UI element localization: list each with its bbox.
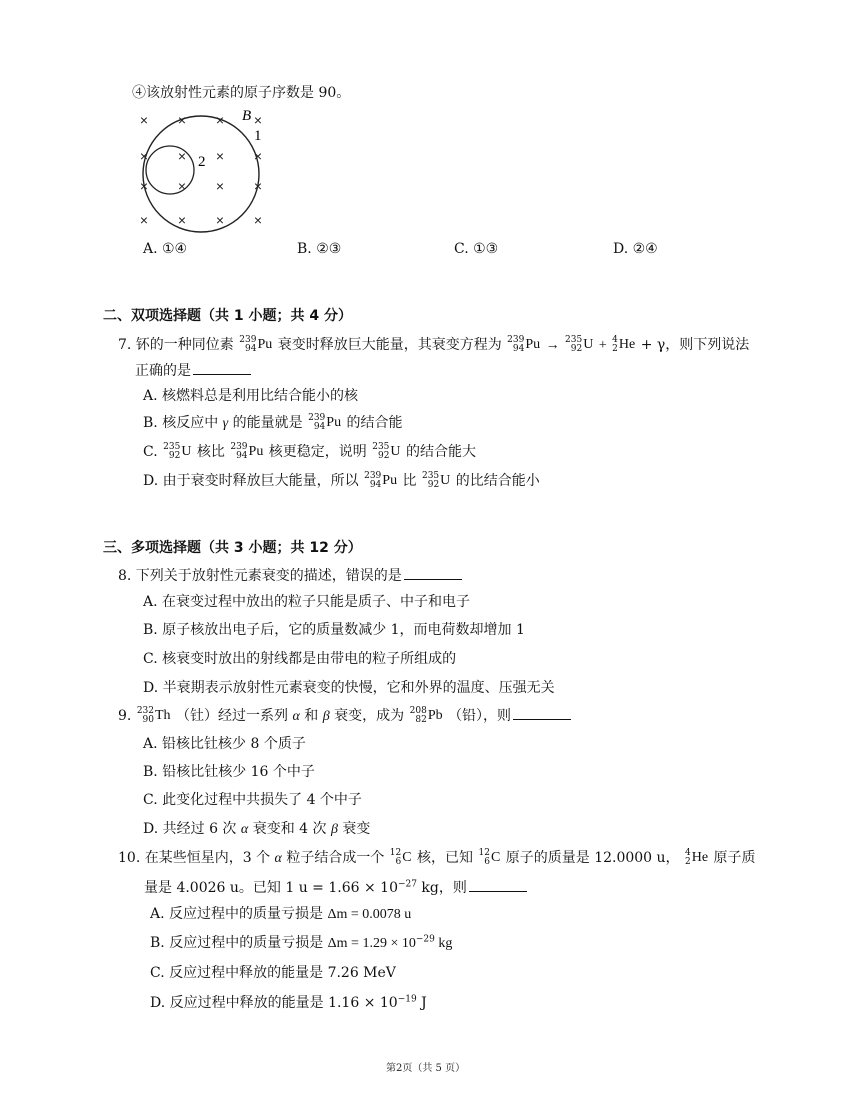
q7-option-a: A. 核燃料总是利用比结合能小的核 <box>143 388 359 404</box>
field-x-mark: × <box>253 178 263 194</box>
nuclide-pu239: 239 94 Pu <box>239 335 273 354</box>
answer-blank <box>469 879 527 892</box>
q10-stem-line1: 10. 在某些恒星内，3 个 α 粒子结合成一个 12 6 C 核，已知 12 6 C 原子的质量是 12.0000 u， 4 2 He 原子质 <box>118 848 756 867</box>
q8-stem: 8. 下列关于放射性元素衰变的描述，错误的是 <box>118 565 462 585</box>
section-3-heading: 三、多项选择题（共 3 小题；共 12 分） <box>103 540 362 556</box>
q10-option-d: D. 反应过程中释放的能量是 $1.16 \times 10^{-19}$ J <box>150 994 427 1011</box>
field-label-b: B <box>242 108 252 124</box>
page-footer: 第2页（共 5 页） <box>386 1063 466 1074</box>
q8-option-a: A. 在衰变过程中放出的粒子只能是质子、中子和电子 <box>143 594 471 610</box>
q7-option-c: C. 235 92 U 核比 239 94 Pu 核更稳定，说明 235 92 U 的结合能大 <box>143 442 476 461</box>
answer-blank <box>404 567 462 580</box>
field-x-mark: × <box>215 148 225 164</box>
field-x-mark: × <box>215 212 225 228</box>
circle-2 <box>146 146 194 194</box>
q8-option-c: C. 核衰变时放出的射线都是由带电的粒子所组成的 <box>143 651 457 667</box>
field-x-mark: × <box>253 112 263 128</box>
q7-stem-line1: 7. 钚的一种同位素 239 94 Pu 衰变时释放巨大能量，其衰变方程为 239 94 Pu → 235 92 U + 4 2 He + γ，则下列说法 <box>118 335 750 354</box>
q7-option-b: B. 核反应中 γ 的能量就是 239 94 Pu 的结合能 <box>143 413 403 432</box>
field-x-mark: × <box>177 178 187 194</box>
q7-option-d: D. 由于衰变时释放巨大能量，所以 239 94 Pu 比 235 92 U 的比结合能小 <box>143 471 540 490</box>
nuclide-he4: 4 2 He <box>612 335 636 354</box>
nuclide-c12: 12 6 C <box>389 848 412 867</box>
circle-2-label: 2 <box>198 154 206 170</box>
q8-option-d: D. 半衰期表示放射性元素衰变的快慢，它和外界的温度、压强无关 <box>143 680 555 696</box>
q6-option-b: B. ②③ <box>297 241 342 257</box>
q7-stem-line2: 正确的是 <box>135 360 251 380</box>
q6-statement-4: ④该放射性元素的原子序数是 90。 <box>132 85 351 101</box>
field-x-mark: × <box>177 148 187 164</box>
field-x-mark: × <box>215 178 225 194</box>
q9-option-b: B. 铅核比钍核少 16 个中子 <box>143 764 315 780</box>
field-x-mark: × <box>253 148 263 164</box>
nuclide-pu239: 239 94 Pu <box>507 335 541 354</box>
q6-option-d: D. ②④ <box>613 241 658 257</box>
q6-option-c: C. ①③ <box>454 241 499 257</box>
field-x-mark: × <box>253 212 263 228</box>
circle-1-label: 1 <box>254 128 262 144</box>
nuclide-pb208: 208 82 Pb <box>409 706 443 725</box>
field-x-mark: × <box>177 112 187 128</box>
q9-option-d: D. 共经过 6 次 α 衰变和 4 次 β 衰变 <box>143 821 371 837</box>
q10-option-a: A. 反应过程中的质量亏损是 Δm = 0.0078 u <box>150 906 412 922</box>
q9-option-a: A. 铅核比钍核少 8 个质子 <box>143 736 306 752</box>
nuclide-th232: 232 90 Th <box>136 706 171 725</box>
q6-option-a: A. ①④ <box>143 241 188 257</box>
nuclide-u235: 235 92 U <box>565 335 594 354</box>
nuclide-u235: 235 92 U <box>372 442 401 461</box>
section-2-heading: 二、双项选择题（共 1 小题；共 4 分） <box>103 308 352 324</box>
nuclide-c12: 12 6 C <box>478 848 501 867</box>
field-x-mark: × <box>139 212 149 228</box>
nuclide-u235: 235 92 U <box>421 471 451 490</box>
answer-blank <box>193 362 251 375</box>
field-x-mark: × <box>139 112 149 128</box>
q10-option-c: C. 反应过程中释放的能量是 7.26 MeV <box>150 965 396 981</box>
nuclide-pu239: 239 94 Pu <box>364 471 398 490</box>
q8-option-b: B. 原子核放出电子后，它的质量数减少 1，而电荷数却增加 1 <box>143 622 525 638</box>
field-x-mark: × <box>139 148 149 164</box>
q10-option-b: B. 反应过程中的质量亏损是 $\Delta m = 1.29 \times 10^{-29}$ kg <box>150 934 453 951</box>
field-x-mark: × <box>139 178 149 194</box>
circle-1 <box>143 116 259 232</box>
nuclide-u235: 235 92 U <box>163 442 192 461</box>
q9-option-c: C. 此变化过程中共损失了 4 个中子 <box>143 792 362 808</box>
answer-blank <box>513 707 571 720</box>
nuclide-pu239: 239 94 Pu <box>308 413 342 432</box>
field-x-mark: × <box>215 112 225 128</box>
field-x-mark: × <box>177 212 187 228</box>
magnetic-field-figure <box>132 108 272 233</box>
q10-stem-line2: 量是 4.0026 u。已知 1 $u = 1.66 \times 10^{-27}$ kg，则 <box>144 877 527 897</box>
nuclide-he4: 4 2 He <box>685 848 709 867</box>
q9-stem: 9. 232 90 Th （钍）经过一系列 α 和 β 衰变，成为 208 82 Pb （铅），则 <box>118 705 571 725</box>
nuclide-pu239: 239 94 Pu <box>230 442 264 461</box>
